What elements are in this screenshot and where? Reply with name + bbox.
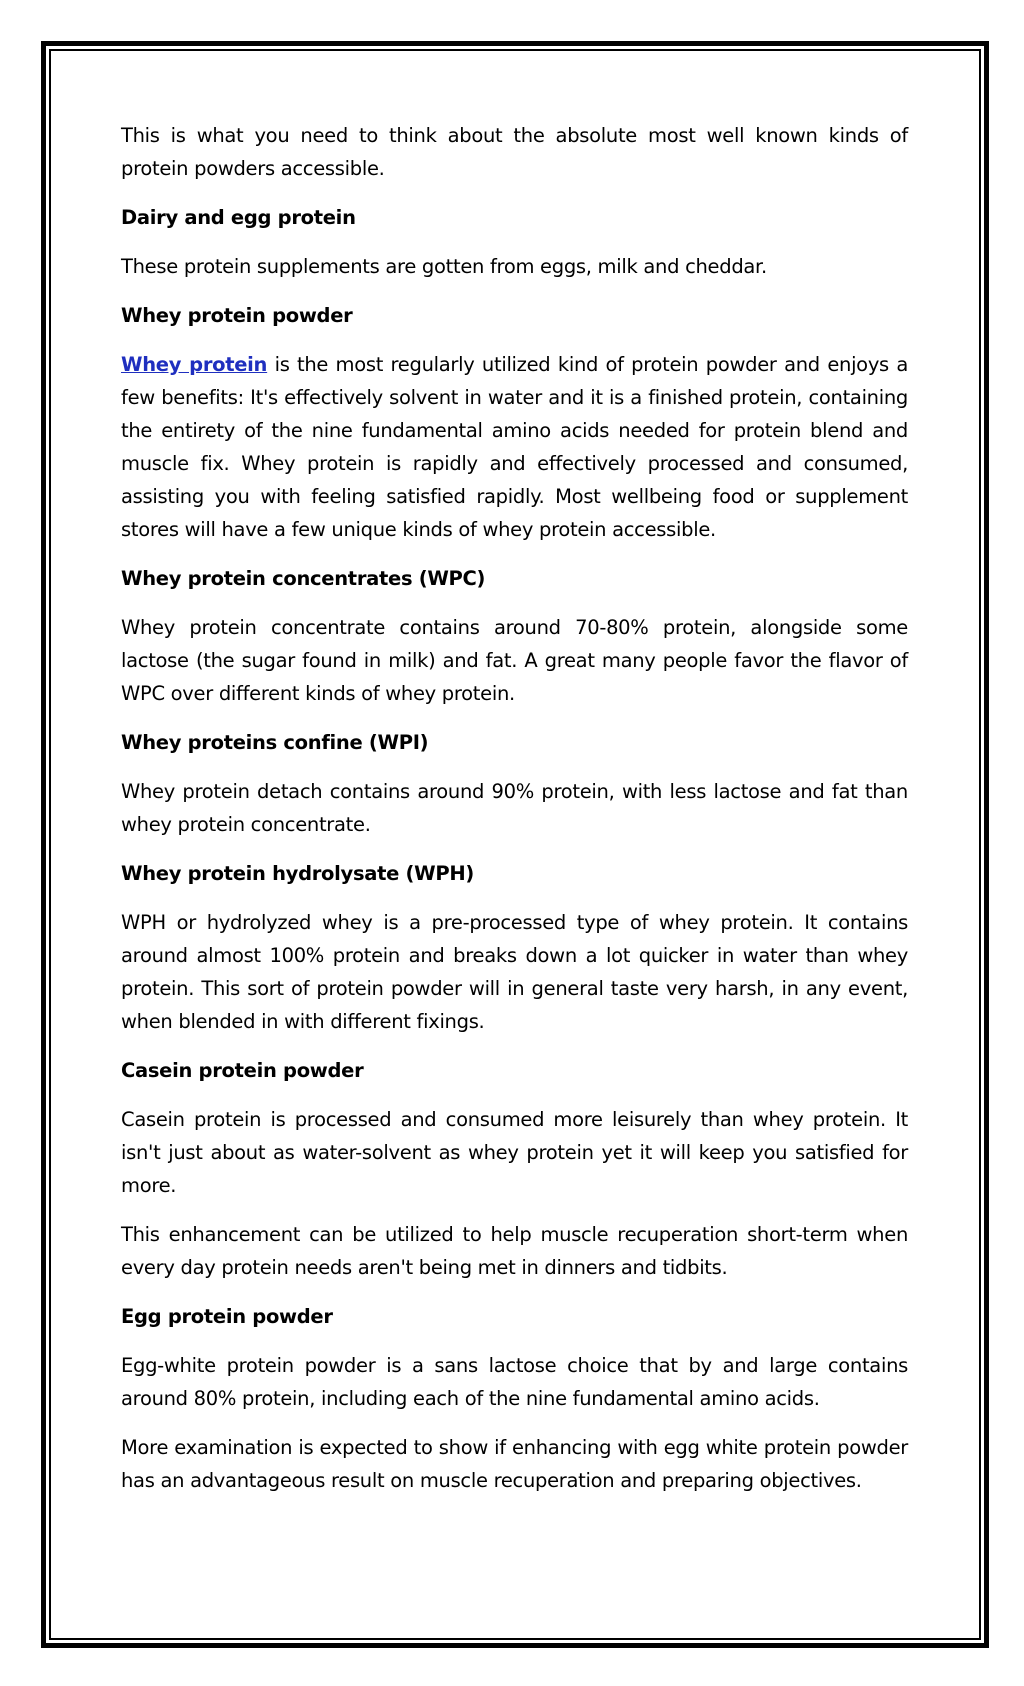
- heading-dairy-egg: Dairy and egg protein: [121, 206, 356, 229]
- heading-whey-powder: Whey protein powder: [121, 304, 353, 327]
- intro-paragraph: This is what you need to think about the absolute most well known kinds of protein powders accessible.: [121, 124, 908, 180]
- heading-wpc: Whey protein concentrates (WPC): [121, 567, 486, 590]
- heading-wpi: Whey proteins confine (WPI): [121, 731, 429, 754]
- whey-powder-text: is the most regularly utilized kind of protein powder and enjoys a few benefits: It's effectively solvent in water and it is a finished protein, containing the entirety of the nine fundamental amino acids needed for protein blend and muscle fix. Whey protein is rapidly and effectively processed and consumed, assisting you with feeling satisfied rapidly. Most wellbeing food or supplement stores will have a few unique kinds of whey protein accessible.: [121, 353, 909, 541]
- paragraph-egg-1: Egg-white protein powder is a sans lactose choice that by and large contains around 80% protein, including each of the nine fundamental amino acids.: [121, 1354, 908, 1410]
- paragraph-wpc: Whey protein concentrate contains around 70-80% protein, alongside some lactose (the sugar found in milk) and fat. A great many people favor the flavor of WPC over different kinds of whey protein.: [121, 616, 908, 705]
- paragraph-wpi: Whey protein detach contains around 90% protein, with less lactose and fat than whey protein concentrate.: [121, 780, 908, 836]
- paragraph-wph: WPH or hydrolyzed whey is a pre-processed type of whey protein. It contains around almost 100% protein and breaks down a lot quicker in water than whey protein. This sort of protein powder will in general taste very harsh, in any event, when blended in with different fixings.: [121, 911, 908, 1033]
- heading-egg: Egg protein powder: [121, 1305, 333, 1328]
- paragraph-whey-powder: [121, 348, 908, 546]
- heading-casein: Casein protein powder: [121, 1059, 364, 1082]
- document-body: [121, 119, 908, 1513]
- paragraph-dairy-egg: These protein supplements are gotten from eggs, milk and cheddar.: [121, 255, 767, 278]
- heading-wph: Whey protein hydrolysate (WPH): [121, 862, 474, 885]
- paragraph-casein-2: This enhancement can be utilized to help muscle recuperation short-term when every day protein needs aren't being met in dinners and tidbits.: [121, 1223, 908, 1279]
- whey-protein-link[interactable]: Whey protein: [121, 353, 268, 376]
- paragraph-egg-2: More examination is expected to show if enhancing with egg white protein powder has an advantageous result on muscle recuperation and preparing objectives.: [121, 1436, 908, 1492]
- paragraph-casein-1: Casein protein is processed and consumed more leisurely than whey protein. It isn't just about as water-solvent as whey protein yet it will keep you satisfied for more.: [121, 1108, 908, 1197]
